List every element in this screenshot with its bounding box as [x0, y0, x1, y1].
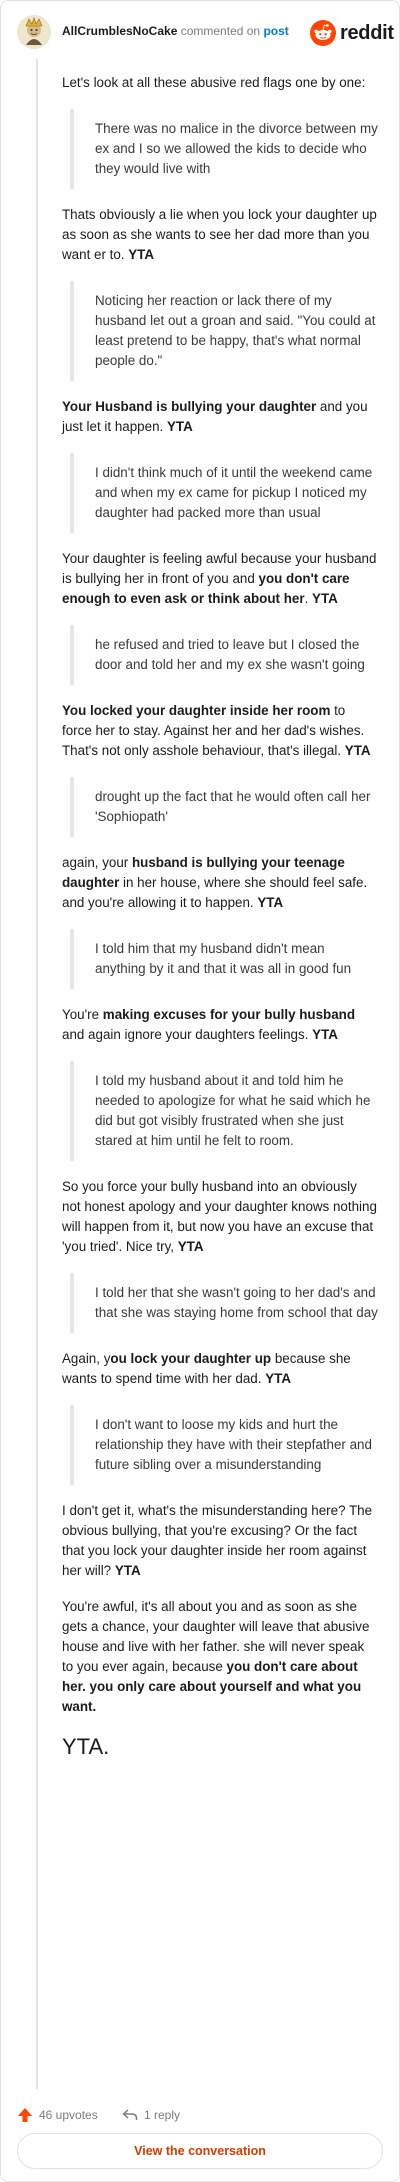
- avatar[interactable]: [17, 15, 51, 49]
- paragraph-7: [62, 1177, 378, 1257]
- paragraph-2: [62, 397, 378, 437]
- comment-meta: [62, 24, 289, 38]
- paragraph-8-text: Again, y: [62, 1351, 111, 1366]
- comment-header: [1, 1, 399, 63]
- upvote-arrow-icon: [17, 2107, 33, 2123]
- blockquote-3: I didn't think much of it until the weekend came and when my ex came for pickup I noticed my daughter had packed more than usual: [70, 453, 378, 533]
- paragraph-1: [62, 205, 378, 265]
- reply-button[interactable]: [122, 2107, 180, 2123]
- reddit-logo-icon: [310, 20, 336, 46]
- blockquote-8: I told her that she wasn't going to her dad's and that she was staying home from school that day: [70, 1273, 378, 1333]
- upvote-count: 46 upvotes: [39, 2108, 98, 2122]
- blockquote-5: drought up the fact that he would often call her 'Sophiopath': [70, 777, 378, 837]
- paragraph-10-bold: you don't care about her. you only care about yourself and what you want.: [62, 1659, 362, 1714]
- blockquote-7: I told my husband about it and told him he needed to apologize for what he said which he did but got visibly frustrated when she just stared at him until he felt to room.: [70, 1061, 378, 1161]
- paragraph-8: [62, 1349, 378, 1389]
- yta-label: YTA: [114, 1563, 141, 1578]
- blockquote-6: I told him that my husband didn't mean anything by it and that it was all in good fun: [70, 929, 378, 989]
- yta-label: YTA: [344, 743, 371, 758]
- yta-label: YTA: [265, 1371, 291, 1386]
- paragraph-4: [62, 701, 378, 761]
- reply-arrow-icon: [122, 2107, 138, 2123]
- reddit-logo-text: reddit: [340, 21, 394, 44]
- paragraph-4-text: to force her to stay. Against her and her dad's wishes. That's not only asshole behaviour, that's illegal.: [62, 703, 365, 758]
- paragraph-3-text: Your daughter is feeling awful because your husband is bullying her in front of you and: [62, 551, 377, 586]
- reply-count: 1 reply: [144, 2108, 181, 2122]
- paragraph-2-text: and you just let it happen.: [62, 399, 368, 434]
- paragraph-6-bold: making excuses for your bully husband: [102, 1007, 356, 1022]
- paragraph-6-text-2: and again ignore your daughters feelings.: [62, 1027, 313, 1042]
- paragraph-5-text-2: in her house, where she should feel safe. and you're allowing it to happen.: [62, 875, 368, 910]
- yta-label: YTA: [177, 1239, 204, 1254]
- comment-body: [62, 73, 378, 1777]
- upvote-button[interactable]: [17, 2107, 98, 2123]
- commented-on-text: commented on: [180, 24, 261, 38]
- paragraph-10: [62, 1597, 378, 1717]
- paragraph-6: [62, 1005, 378, 1045]
- blockquote-1: There was no malice in the divorce between my ex and I so we allowed the kids to decide who they would live with: [70, 109, 378, 189]
- paragraph-7-text: So you force your bully husband into an obviously not honest apology and your daughter knows nothing will happen from it, but now you have an excuse that 'you tried'. Nice try,: [62, 1179, 377, 1254]
- blockquote-9: I don't want to loose my kids and hurt the relationship they have with their stepfather and future sibling over a misunderstanding: [70, 1405, 378, 1485]
- paragraph-3-bold: you don't care enough to even ask or think about her: [62, 571, 350, 606]
- yta-label: YTA: [166, 419, 193, 434]
- blockquote-2: Noticing her reaction or lack there of my husband let out a groan and said. "You could at least pretend to be happy, that's what normal people do.": [70, 281, 378, 381]
- paragraph-5-bold: husband is bullying your teenage daughter: [62, 855, 345, 890]
- paragraph-5-text: again, your: [62, 855, 132, 870]
- paragraph-5: [62, 853, 378, 913]
- yta-label: YTA: [128, 247, 155, 262]
- yta-label: YTA: [312, 1027, 338, 1042]
- paragraph-10-text: You're awful, it's all about you and as soon as she gets a chance, your daughter will leave that abusive house and live with her father. she will never speak to you ever again, because: [62, 1599, 370, 1674]
- reddit-logo[interactable]: [310, 20, 394, 46]
- paragraph-2-bold: Your Husband is bullying your daughter: [62, 399, 317, 414]
- paragraph-8-text-2: because she wants to spend time with her dad.: [62, 1351, 351, 1386]
- post-link[interactable]: post: [263, 24, 289, 38]
- paragraph-9: [62, 1501, 378, 1581]
- paragraph-4-bold: You locked your daughter inside her room: [62, 703, 331, 718]
- username-link[interactable]: AllCrumblesNoCake: [62, 24, 178, 38]
- blockquote-4: he refused and tried to leave but I closed the door and told her and my ex she wasn't going: [70, 625, 378, 685]
- paragraph-3: [62, 549, 378, 609]
- final-verdict: YTA.: [62, 1734, 110, 1759]
- paragraph-6-text: You're: [62, 1007, 103, 1022]
- intro-paragraph: Let's look at all these abusive red flags one by one:: [62, 75, 366, 90]
- comment-footer: [1, 2099, 399, 2129]
- yta-label: YTA: [257, 895, 284, 910]
- paragraph-1-text: Thats obviously a lie when you lock your daughter up as soon as she wants to see her dad more than you want er to.: [62, 207, 377, 262]
- view-conversation-button[interactable]: View the conversation: [17, 2133, 383, 2169]
- paragraph-8-bold: ou lock your daughter up: [110, 1351, 272, 1366]
- yta-label: YTA: [312, 591, 338, 606]
- paragraph-9-text: I don't get it, what's the misunderstanding here? The obvious bullying, that you're excusing? Or the fact that you lock your daughter inside her room against her will?: [62, 1503, 373, 1578]
- thread-line[interactable]: [36, 59, 38, 2089]
- paragraph-3-end: .: [304, 591, 313, 606]
